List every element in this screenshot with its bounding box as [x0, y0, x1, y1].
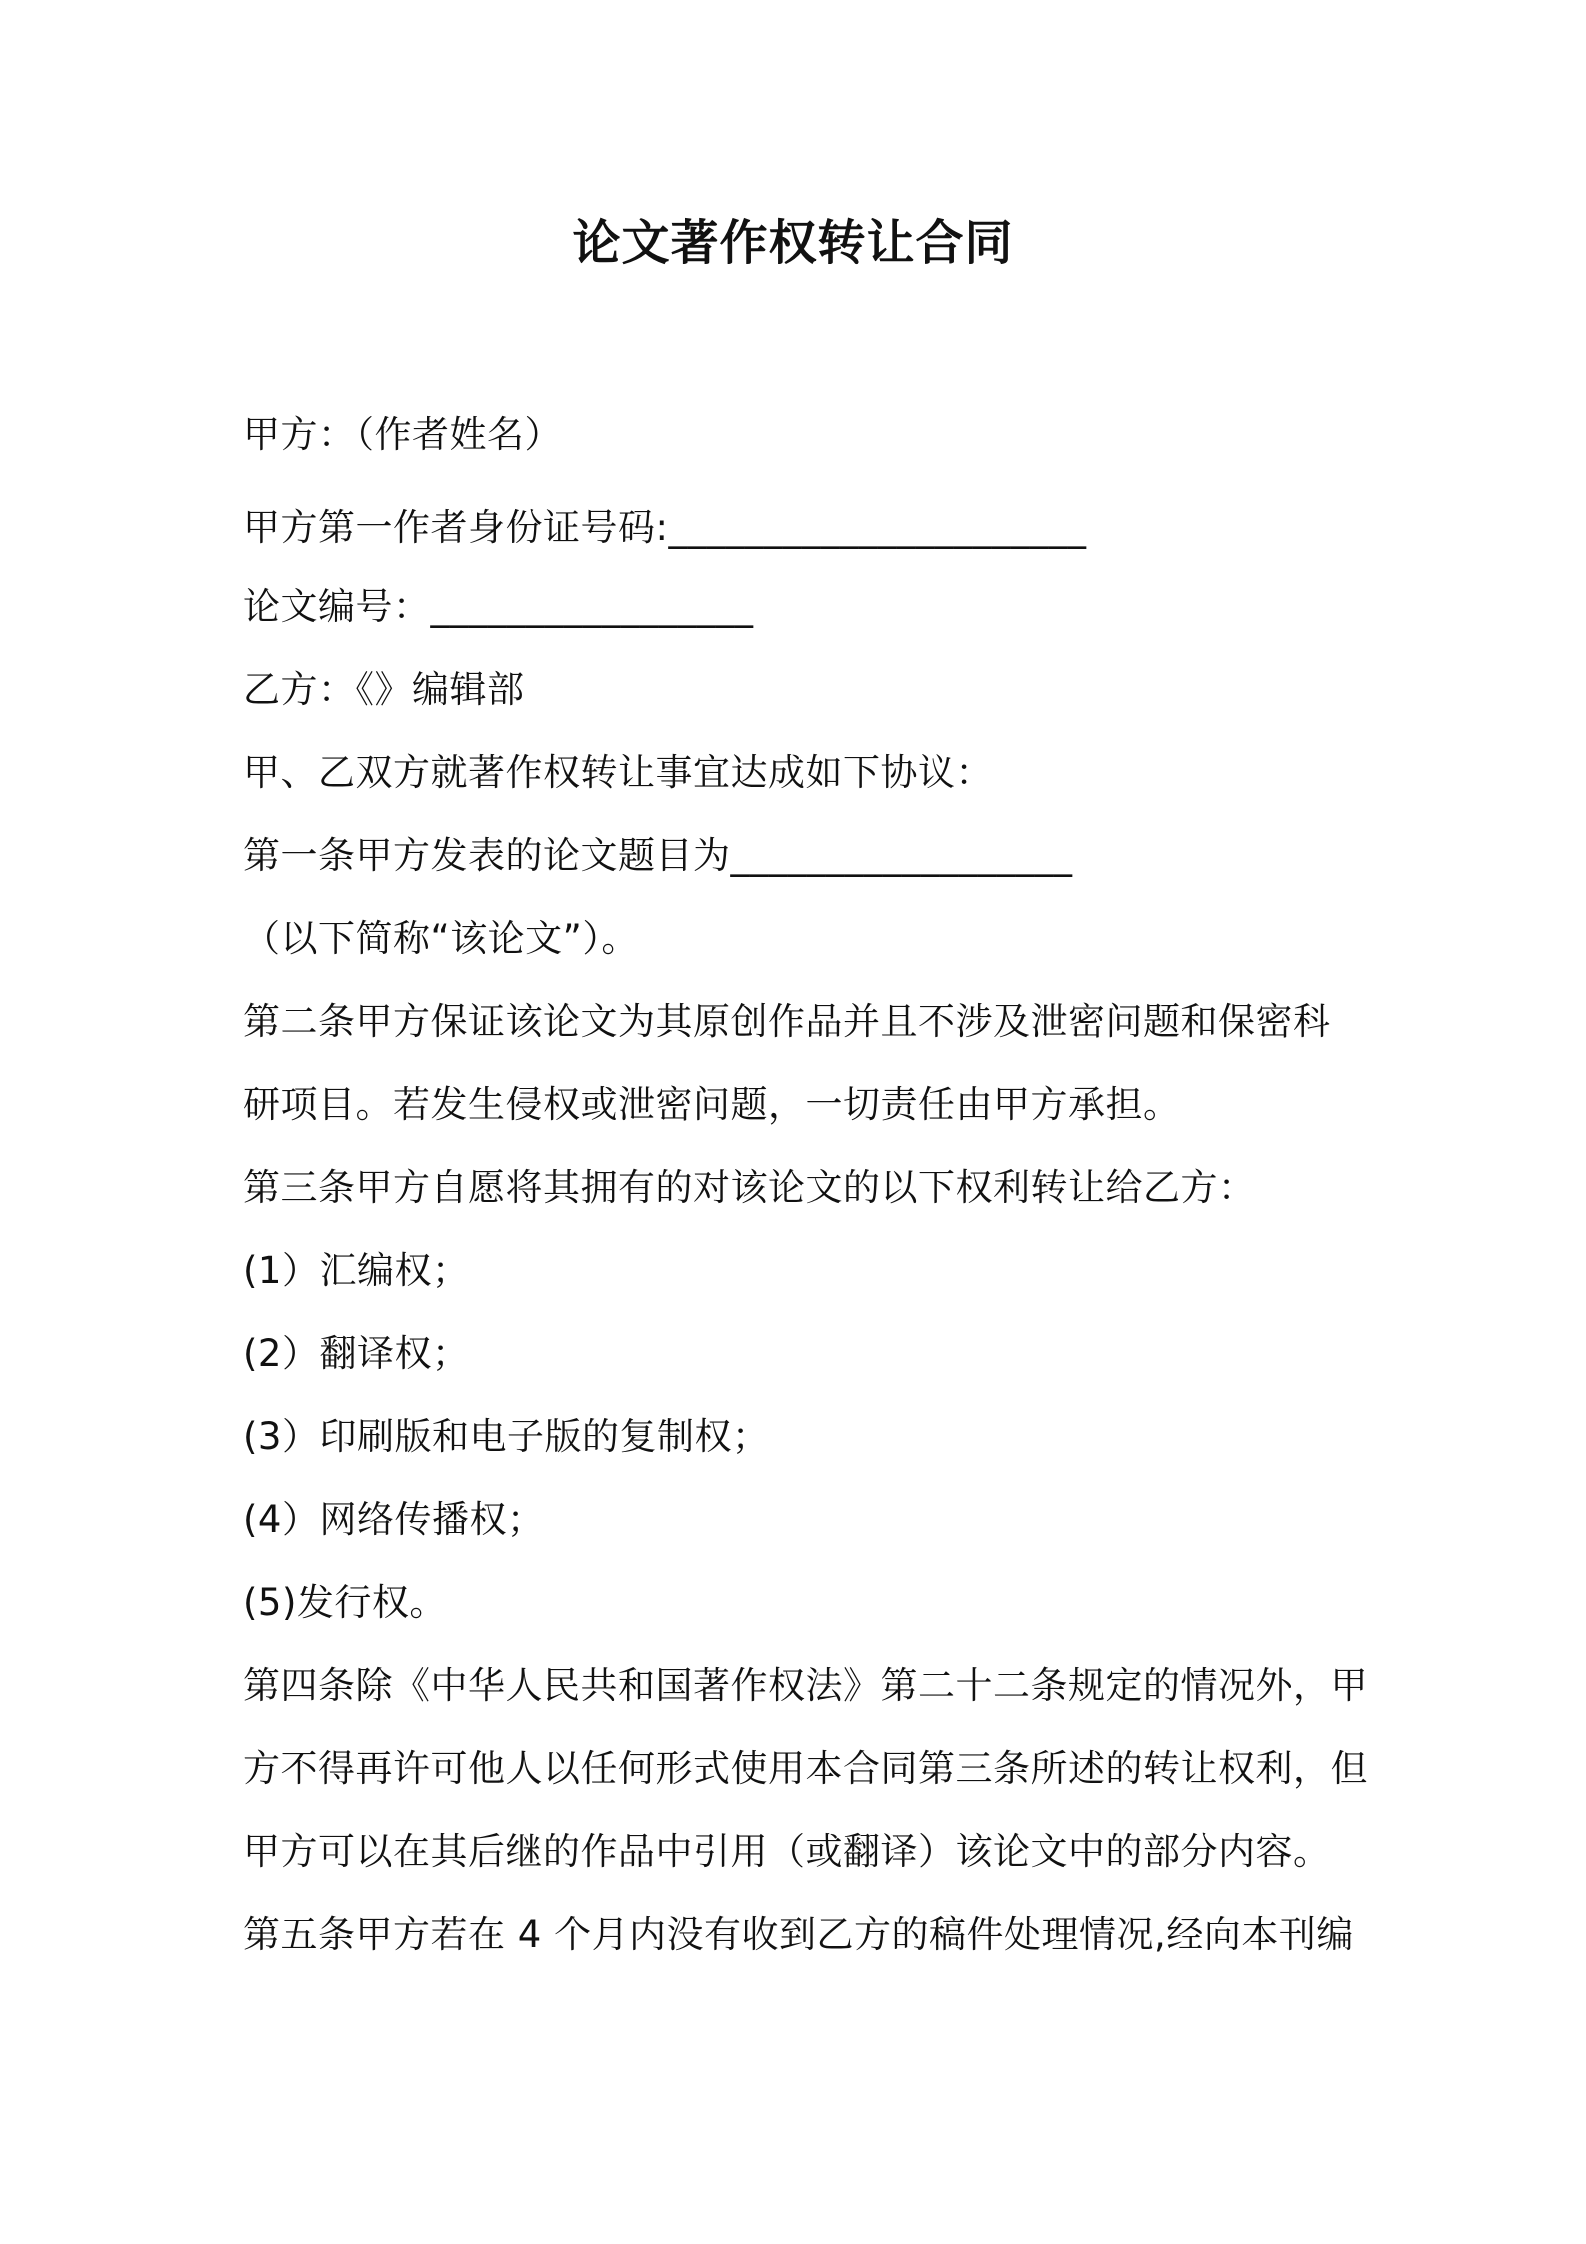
- article-2-line-1: 第二条甲方保证该论文为其原创作品并且不涉及泄密问题和保密科: [243, 1000, 1331, 1043]
- right-item-3: (3）印刷版和电子版的复制权；: [243, 1415, 770, 1458]
- party-a-line: 甲方：（作者姓名）: [243, 413, 562, 456]
- right-item-5: (5)发行权。: [243, 1581, 447, 1624]
- document-title: 论文著作权转让合同: [572, 215, 1014, 271]
- right-item-4: (4）网络传播权；: [243, 1498, 545, 1541]
- article-3-line: 第三条甲方自愿将其拥有的对该论文的以下权利转让给乙方：: [243, 1166, 1256, 1209]
- id-number-line: 甲方第一作者身份证号码:______________________: [243, 506, 1087, 549]
- article-4-line-3: 甲方可以在其后继的作品中引用（或翻译）该论文中的部分内容。: [243, 1830, 1331, 1873]
- agreement-intro: 甲、乙双方就著作权转让事宜达成如下协议：: [243, 751, 993, 794]
- article-1-abbrev: （以下简称“该论文”）。: [243, 917, 639, 960]
- right-item-1: (1）汇编权；: [243, 1249, 470, 1292]
- right-item-2: (2）翻译权；: [243, 1332, 470, 1375]
- article-1-line: 第一条甲方发表的论文题目为__________________: [243, 834, 1073, 877]
- article-4-line-2: 方不得再许可他人以任何形式使用本合同第三条所述的转让权利，但: [243, 1747, 1368, 1790]
- article-4-line-1: 第四条除《中华人民共和国著作权法》第二十二条规定的情况外，甲: [243, 1664, 1368, 1707]
- article-2-line-2: 研项目。若发生侵权或泄密问题，一切责任由甲方承担。: [243, 1083, 1181, 1126]
- article-5-line-1: 第五条甲方若在 4 个月内没有收到乙方的稿件处理情况,经向本刊编: [243, 1913, 1354, 1956]
- paper-number-line: 论文编号：_________________: [243, 585, 754, 628]
- party-b-line: 乙方：《》编辑部: [243, 668, 525, 711]
